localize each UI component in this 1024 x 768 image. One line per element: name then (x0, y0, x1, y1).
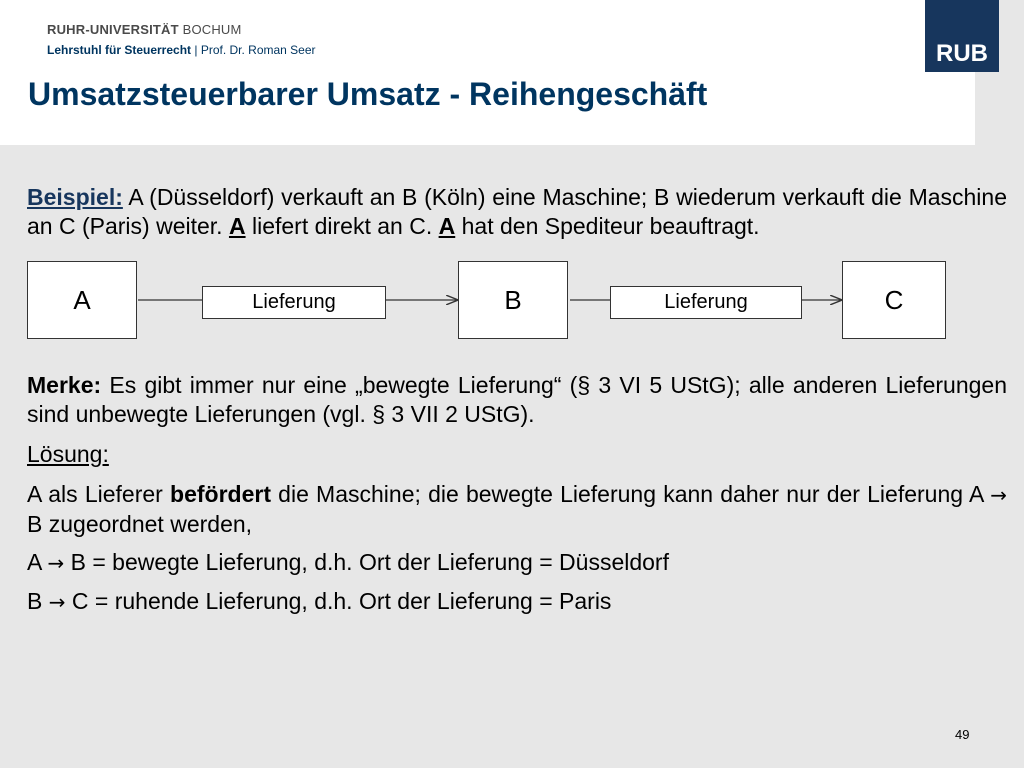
page-number: 49 (955, 727, 970, 742)
loesung-label: Lösung: (27, 441, 109, 467)
chair-line: Lehrstuhl für Steuerrecht | Prof. Dr. Roman Seer (47, 43, 316, 57)
example-label: Beispiel: (27, 184, 123, 210)
node-b: B (458, 261, 568, 339)
edge-label-a-b: Lieferung (202, 286, 386, 319)
example-paragraph: Beispiel: A (Düsseldorf) verkauft an B (Köln) eine Maschine; B wiederum verkauft die Maschine an C (Paris) weiter. A liefert direkt an C. A hat den Spediteur beauftragt. (27, 184, 1007, 239)
node-a: A (27, 261, 137, 339)
university-name: RUHR-UNIVERSITÄT BOCHUM (47, 22, 242, 37)
rub-logo: RUB (925, 0, 999, 72)
merke-paragraph: Merke: Es gibt immer nur eine „bewegte Lieferung“ (§ 3 VI 5 UStG); alle anderen Lieferungen sind unbewegte Lieferungen (vgl. § 3 VII 2 UStG). (27, 372, 1007, 427)
arrow-icon: → (47, 551, 65, 575)
loesung-line-1: A als Lieferer befördert die Maschine; die bewegte Lieferung kann daher nur der Lieferung A → B zugeordnet werden, (27, 481, 1007, 537)
arrow-icon: → (48, 590, 66, 614)
edge-label-b-c: Lieferung (610, 286, 802, 319)
loesung-line-2: A → B = bewegte Lieferung, d.h. Ort der Lieferung = Düsseldorf (27, 549, 669, 575)
slide-title: Umsatzsteuerbarer Umsatz - Reihengeschäft (28, 76, 708, 112)
arrow-icon: → (990, 483, 1007, 507)
loesung-line-3: B → C = ruhende Lieferung, d.h. Ort der Lieferung = Paris (27, 588, 612, 614)
node-c: C (842, 261, 946, 339)
merke-label: Merke: (27, 372, 102, 398)
slide-header (0, 0, 975, 145)
